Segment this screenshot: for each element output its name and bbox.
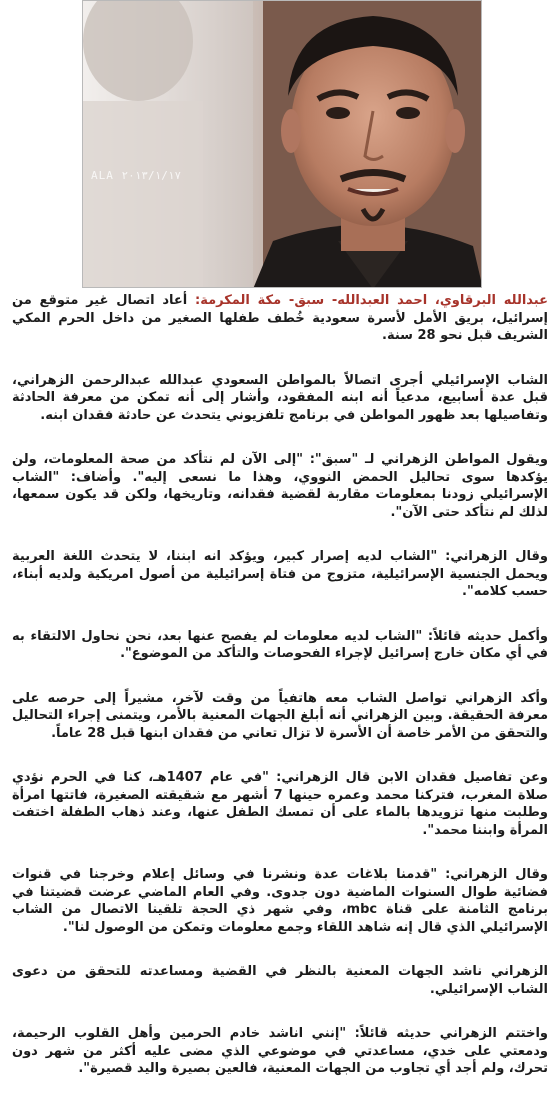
article-paragraph: وأكمل حديثه قائلاً: "الشاب لديه معلومات لم يفصح عنها بعد، نحن نحاول الالتقاء به في أي مكان خارج إسرائيل لإجراء الفحوصات والتأكد من الموضوع".	[12, 628, 548, 661]
article-paragraph: ويقول المواطن الزهراني لـ "سبق": "إلى الآن لم نتأكد من صحة المعلومات، ولن يؤكدها سوى تحاليل الحمض النووي، وهذا ما نسعى إليه". وأضاف: "الشاب الإسرائيلي زودنا بمعلومات مقاربة لقضية فقدانه، وتاريخها، ولكن قد يكون سمعها، لذلك لم نتأكد حتى الآن".	[12, 452, 548, 520]
article-paragraph: واختتم الزهراني حديثه قائلاً: "إنني اناشد خادم الحرمين وأهل القلوب الرحيمة، ودمعتي على خدي، مساعدتي في موضوعي الذي مضى عليه أكثر من شهر دون تحرك، ولم أجد أي تجاوب من الجهات المعنية، فالعين بصيرة واليد قصيرة".	[12, 1026, 548, 1076]
man-portrait-image	[83, 1, 482, 288]
article-paragraph: الشاب الإسرائيلي أجرى اتصالاً بالمواطن السعودي عبدالله عبدالرحمن الزهراني، قبل عدة أسابيع، مدعياً أنه ابنه المفقود، وأشار إلى أنه تمكن من معرفة الحادثة وتفاصيلها بعد ظهور المواطن في برنامج تلفزيوني يتحدث عن حادثة فقدان ابنه.	[12, 372, 548, 423]
lead-text: أعاد اتصال غير متوقع من إسرائيل، بريق الأمل لأسرة سعودية خُطف طفلها الصغير من داخل الحرم المكي الشريف قبل نحو 28 سنة.	[12, 293, 548, 343]
lead-paragraph	[12, 292, 548, 345]
article-paragraph: وأكد الزهراني تواصل الشاب معه هاتفياً من وقت لآخر، مشيراً إلى حرصه على معرفة الحقيقة. وبين الزهراني أنه أبلغ الجهات المعنية بالأمر، ويتمنى إجراء التحاليل والتحقق من الأمر خاصة أن الأسرة لا تزال تعاني من فقدان ابنها قبل 28 عاماً.	[12, 690, 548, 741]
article-paragraph: الزهراني ناشد الجهات المعنية بالنظر في القضية ومساعدته للتحقق من دعوى الشاب الإسرائيلي.	[12, 964, 548, 997]
byline: عبدالله البرقاوي، احمد العبدالله- سبق- مكة المكرمة:	[195, 293, 548, 308]
article-photo	[82, 0, 482, 288]
photo-date-stamp: ALA ٢٠١٣/١/١٧	[91, 169, 182, 182]
article-paragraph: وقال الزهراني: "قدمنا بلاغات عدة ونشرنا في وسائل إعلام وخرجنا في قنوات فضائية طوال السنوات الماضية دون جدوى. وفي العام الماضي عرضت قضيتنا في برنامج الثامنة على قناة mbc، وفي شهر ذي الحجة تلقينا الاتصال من الشاب الإسرائيلي الذي قال إنه شاهد اللقاء وجمع معلومات وتمكن من الوصول لنا".	[12, 867, 548, 935]
article-body	[12, 292, 548, 1105]
article-paragraph: وقال الزهراني: "الشاب لديه إصرار كبير، ويؤكد انه ابننا، لا يتحدث اللغة العربية ويحمل الجنسية الإسرائيلية، متزوج من فتاة إسرائيلية من أصول امريكية ولديه أبناء، حسب كلامه".	[12, 549, 548, 599]
article-paragraph: وعن تفاصيل فقدان الابن قال الزهراني: "في عام 1407هـ، كنا في الحرم نؤدي صلاة المغرب، فتركنا محمد وعمره حينها 7 أشهر مع شقيقته الصغيرة، فاتتها امرأة وطلبت منها تزويدها بالماء على أن تمسك الطفل عنها، وعند ذهاب الطفلة اختفت المرأة وابننا محمد".	[12, 770, 549, 838]
